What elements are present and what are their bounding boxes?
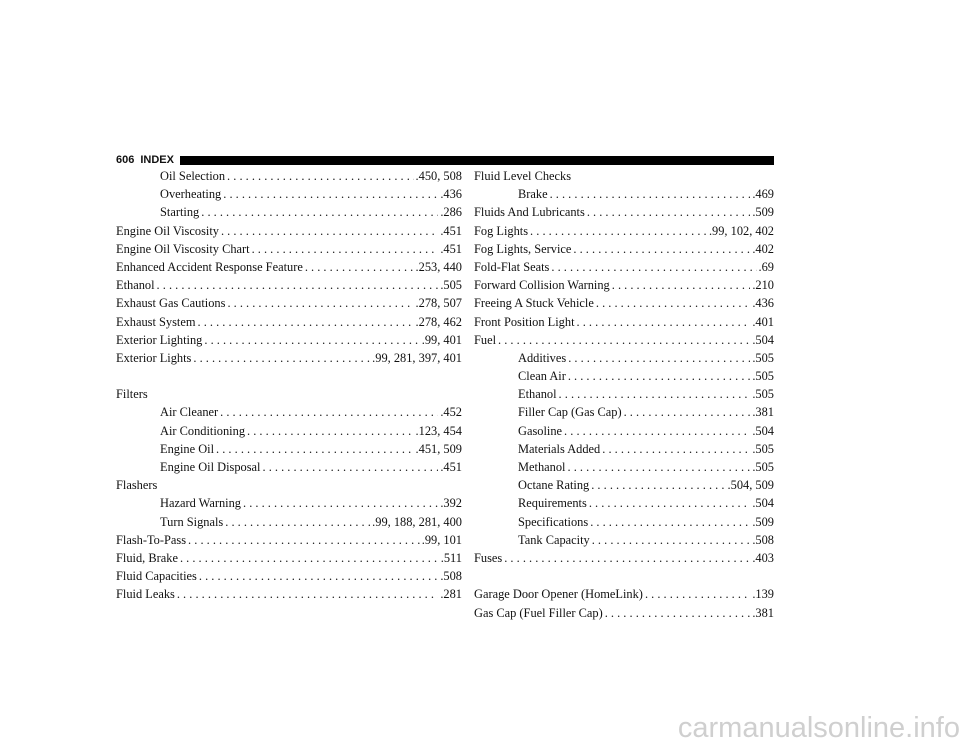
leader-dots [221, 222, 438, 240]
entry-pages: .452 [440, 405, 462, 420]
leader-dots [177, 585, 438, 603]
leader-dots [243, 494, 438, 512]
index-subentry [116, 494, 462, 512]
index-entry [474, 240, 774, 258]
leader-dots [550, 185, 751, 203]
entry-pages: .403 [752, 550, 774, 565]
entry-label: Hazard Warning [160, 496, 241, 511]
index-entry [116, 349, 462, 367]
index-subentry [474, 185, 774, 203]
entry-pages: .508 [752, 532, 774, 547]
leader-dots [568, 458, 751, 476]
entry-pages: .451 [440, 223, 462, 238]
leader-dots [498, 331, 750, 349]
index-entry [474, 276, 774, 294]
entry-pages: .504 [752, 496, 774, 511]
leader-dots [198, 313, 414, 331]
entry-pages: .505 [752, 369, 774, 384]
index-heading: Filters [116, 387, 148, 402]
leader-dots [252, 240, 439, 258]
entry-label: Fold-Flat Seats [474, 259, 550, 274]
entry-pages: .509 [752, 514, 774, 529]
entry-label: Fog Lights, Service [474, 241, 572, 256]
entry-label: Engine Oil Disposal [160, 460, 261, 474]
entry-label: Exhaust Gas Cautions [116, 296, 226, 311]
entry-label: Turn Signals [160, 514, 224, 529]
index-subentry [116, 167, 462, 185]
leader-dots [645, 585, 750, 603]
entry-label: Requirements [518, 496, 587, 511]
entry-label: Engine Oil [160, 441, 215, 456]
index-subentry [474, 403, 774, 421]
entry-label: Filler Cap (Gas Cap) [518, 405, 622, 420]
leader-dots [591, 476, 725, 494]
entry-label: Additives [518, 350, 567, 365]
entry-pages: .278, 462 [415, 314, 462, 329]
index-entry [116, 549, 462, 567]
leader-dots [247, 422, 414, 440]
entry-label: Materials Added [518, 441, 601, 456]
entry-label: Forward Collision Warning [474, 278, 610, 293]
index-entry [474, 294, 774, 312]
entry-label: Fuel [474, 332, 497, 347]
entry-pages: .99, 101 [421, 532, 462, 547]
index-subentry [116, 203, 462, 221]
index-entry [116, 276, 462, 294]
leader-dots [624, 403, 751, 421]
leader-dots [612, 276, 751, 294]
header-rule [180, 156, 774, 165]
entry-label: Gasoline [518, 423, 563, 438]
leader-dots [587, 203, 750, 221]
entry-label: Methanol [518, 460, 566, 474]
leader-dots [188, 531, 420, 549]
leader-dots [180, 549, 439, 567]
index-entry [474, 585, 774, 603]
entry-pages: .99, 281, 397, 401 [372, 350, 462, 365]
index-entry [116, 258, 462, 276]
page-number: 606 [116, 154, 135, 166]
index-entry [116, 331, 462, 349]
index-entry [116, 567, 462, 585]
leader-dots [305, 258, 414, 276]
index-subentry [116, 185, 462, 203]
entry-pages: .381 [752, 605, 774, 620]
index-subentry [474, 367, 774, 385]
leader-dots [551, 258, 756, 276]
entry-pages: .436 [752, 296, 774, 311]
index-subentry [116, 458, 462, 476]
entry-label: Garage Door Opener (HomeLink) [474, 587, 643, 602]
entry-pages: .504 [752, 423, 774, 438]
entry-label: Exterior Lighting [116, 332, 203, 347]
leader-dots [577, 313, 751, 331]
index-entry [116, 531, 462, 549]
entry-label: Ethanol [116, 278, 155, 293]
entry-pages: .469 [752, 187, 774, 202]
entry-pages: .402 [752, 241, 774, 256]
entry-label: Fluid, Brake [116, 550, 178, 565]
index-subentry [474, 476, 774, 494]
entry-label: Fuses [474, 550, 503, 565]
entry-pages: .401 [752, 314, 774, 329]
entry-label: Fluid Capacities [116, 569, 197, 584]
leader-dots [596, 294, 750, 312]
leader-dots [157, 276, 439, 294]
entry-pages: .392 [440, 496, 462, 511]
index-subentry [474, 385, 774, 403]
entry-label: Front Position Light [474, 314, 575, 329]
entry-pages: .451 [440, 460, 462, 474]
index-entry [474, 203, 774, 221]
leader-dots [199, 567, 438, 585]
leader-dots [227, 167, 413, 185]
leader-dots [504, 549, 750, 567]
entry-pages: .505 [752, 350, 774, 365]
entry-pages: .451, 509 [415, 441, 462, 456]
index-subentry [116, 422, 462, 440]
leader-dots [227, 294, 413, 312]
entry-label: Flash-To-Pass [116, 532, 187, 547]
entry-pages: .508 [440, 569, 462, 584]
leader-dots [225, 513, 370, 531]
entry-label: Exhaust System [116, 314, 196, 329]
index-subentry [116, 513, 462, 531]
index-entry [474, 258, 774, 276]
page-header [116, 152, 774, 168]
entry-pages: .253, 440 [415, 259, 462, 274]
index-entry [116, 294, 462, 312]
entry-label: Oil Selection [160, 169, 226, 183]
leader-dots [220, 403, 438, 421]
entry-label: Clean Air [518, 369, 566, 384]
leader-dots [568, 367, 750, 385]
index-column-right [474, 167, 774, 622]
entry-label: Fluids And Lubricants [474, 205, 585, 220]
index-entry [474, 549, 774, 567]
entry-pages: .281 [440, 587, 462, 602]
entry-pages: .139 [752, 587, 774, 602]
entry-label: Starting [160, 205, 200, 220]
leader-dots [602, 440, 750, 458]
index-subentry [474, 513, 774, 531]
entry-label: Gas Cap (Fuel Filler Cap) [474, 605, 603, 620]
index-heading: Flashers [116, 478, 158, 493]
index-entry [116, 585, 462, 603]
entry-pages: .99, 102, 402 [708, 223, 774, 238]
entry-label: Ethanol [518, 387, 557, 402]
watermark: carmanualsonline.info [677, 712, 960, 744]
entry-pages: .504 [752, 332, 774, 347]
entry-pages: .505 [752, 387, 774, 402]
entry-label: Air Conditioning [160, 423, 246, 438]
leader-dots [193, 349, 370, 367]
entry-label: Freeing A Stuck Vehicle [474, 296, 594, 311]
entry-pages: .99, 401 [421, 332, 462, 347]
entry-pages: .381 [752, 405, 774, 420]
index-subentry [116, 440, 462, 458]
entry-label: Air Cleaner [160, 405, 219, 420]
entry-label: Enhanced Accident Response Feature [116, 259, 303, 274]
leader-dots [201, 203, 438, 221]
index-subentry [474, 422, 774, 440]
index-subentry [474, 349, 774, 367]
entry-label: Engine Oil Viscosity Chart [116, 241, 250, 256]
leader-dots [589, 494, 750, 512]
section-title: INDEX [140, 154, 174, 166]
index-subentry [116, 403, 462, 421]
entry-pages: .504, 509 [727, 478, 774, 493]
index-column-left [116, 167, 462, 604]
entry-label: Engine Oil Viscosity [116, 223, 219, 238]
index-entry [474, 604, 774, 622]
entry-pages: .123, 454 [415, 423, 462, 438]
leader-dots [592, 531, 751, 549]
entry-label: Overheating [160, 187, 222, 202]
index-entry [474, 331, 774, 349]
entry-pages: .210 [752, 278, 774, 293]
leader-dots [590, 513, 750, 531]
index-entry [116, 240, 462, 258]
index-heading: Fluid Level Checks [474, 169, 572, 183]
entry-pages: .450, 508 [415, 169, 462, 183]
entry-pages: .286 [440, 205, 462, 220]
entry-label: Fog Lights [474, 223, 529, 238]
index-entry [116, 222, 462, 240]
leader-dots [223, 185, 438, 203]
index-entry [474, 222, 774, 240]
entry-label: Fluid Leaks [116, 587, 175, 602]
leader-dots [573, 240, 750, 258]
entry-pages: .505 [752, 460, 774, 474]
index-subentry [474, 531, 774, 549]
leader-dots [204, 331, 419, 349]
leader-dots [605, 604, 751, 622]
entry-pages: .436 [440, 187, 462, 202]
leader-dots [568, 349, 750, 367]
leader-dots [564, 422, 750, 440]
leader-dots [559, 385, 751, 403]
entry-label: Specifications [518, 514, 589, 529]
entry-pages: .69 [758, 259, 774, 274]
index-subentry [474, 440, 774, 458]
index-entry [116, 313, 462, 331]
entry-pages: .278, 507 [415, 296, 462, 311]
entry-pages: .509 [752, 205, 774, 220]
entry-label: Tank Capacity [518, 532, 590, 547]
entry-pages: .99, 188, 281, 400 [372, 514, 462, 529]
entry-pages: .505 [440, 278, 462, 293]
entry-pages: .505 [752, 441, 774, 456]
entry-pages: .511 [440, 550, 462, 565]
entry-pages: .451 [440, 241, 462, 256]
index-subentry [474, 494, 774, 512]
leader-dots [530, 222, 707, 240]
entry-label: Exterior Lights [116, 350, 192, 365]
entry-label: Octane Rating [518, 478, 590, 493]
entry-label: Brake [518, 187, 548, 202]
spacer [116, 367, 462, 385]
leader-dots [263, 458, 439, 476]
spacer [474, 567, 774, 585]
index-entry [474, 313, 774, 331]
leader-dots [216, 440, 414, 458]
index-subentry [474, 458, 774, 476]
